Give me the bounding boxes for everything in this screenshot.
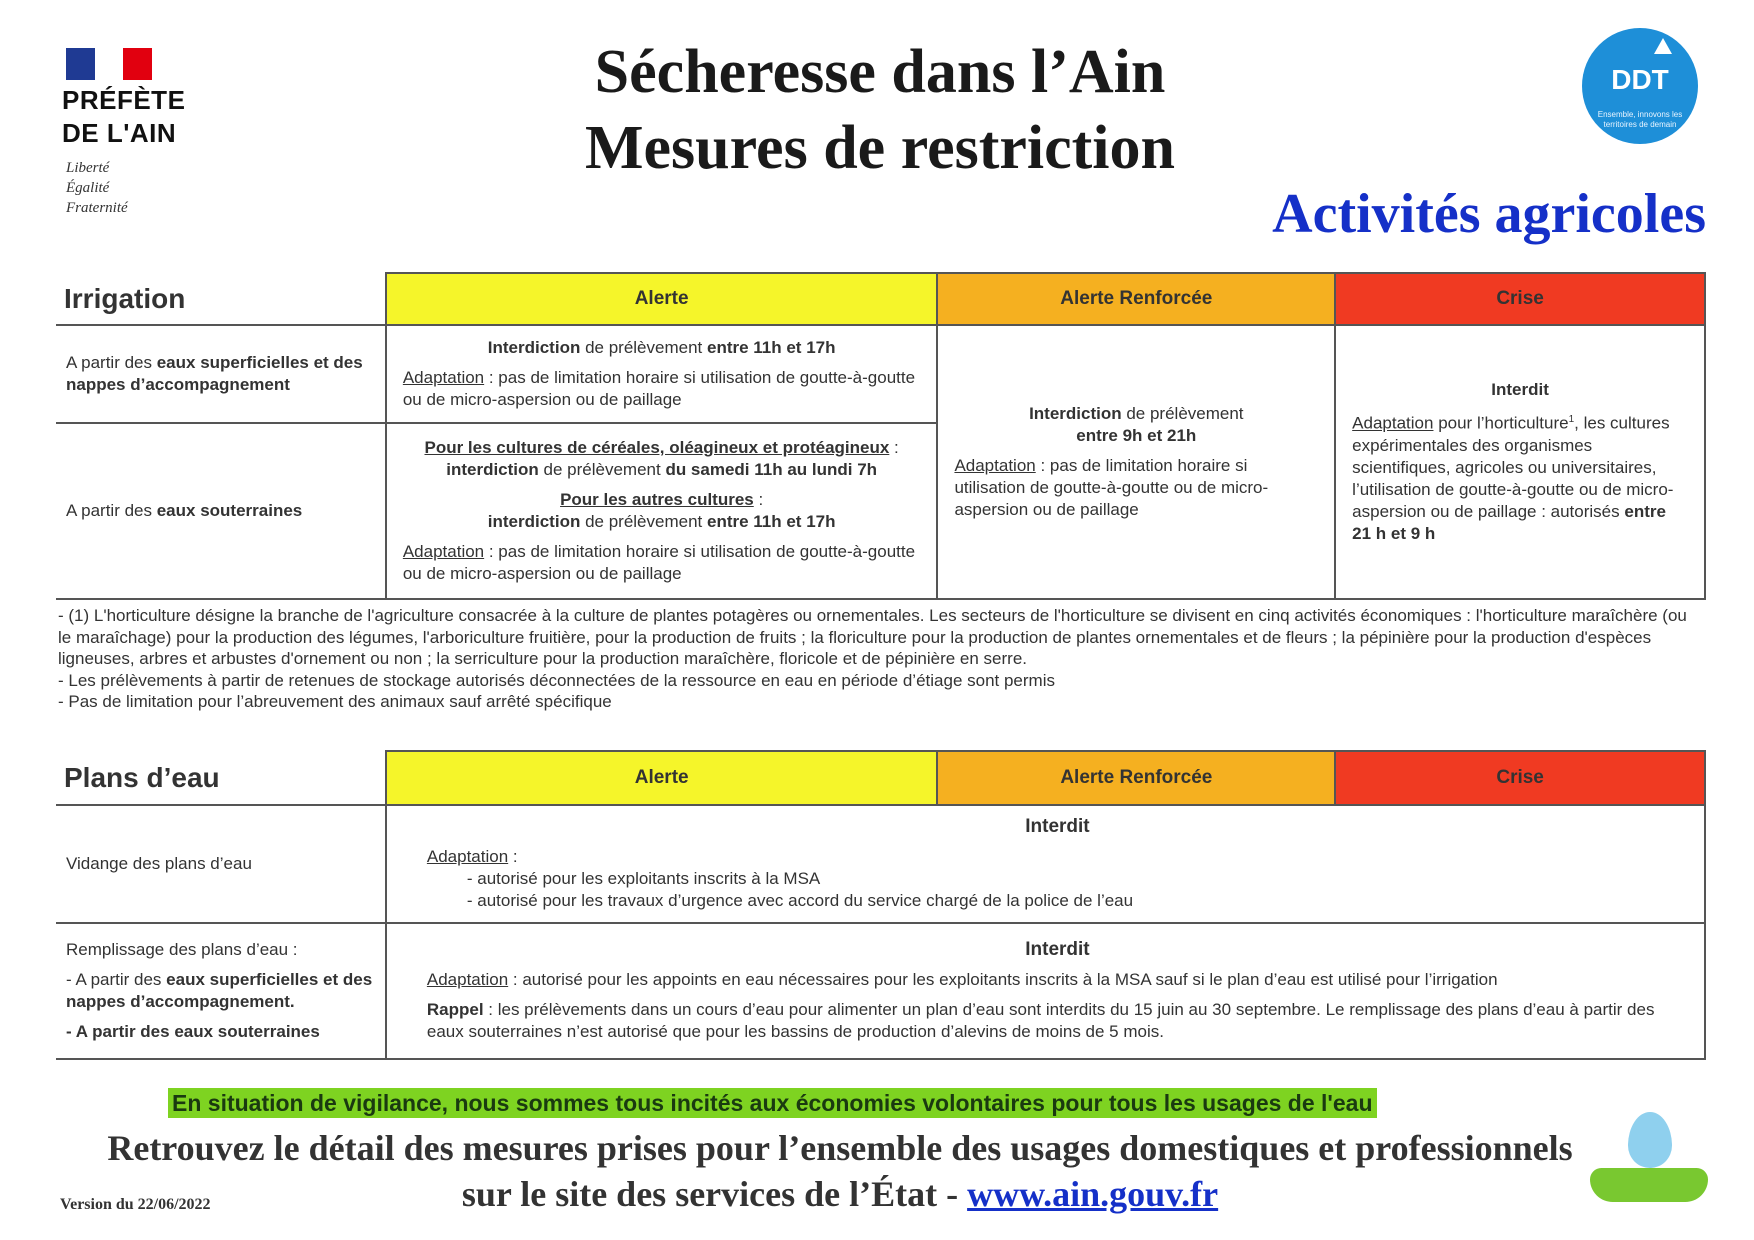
rule-bold: entre 9h et 21h [1076, 426, 1197, 445]
prefete-line1: PRÉFÈTE [62, 85, 186, 115]
adaptation-label: Adaptation [402, 542, 485, 561]
plans-eau-table [56, 750, 1706, 1060]
rule-crop-heading: Pour les autres cultures [560, 490, 754, 509]
version-date: Version du 22/06/2022 [60, 1196, 211, 1213]
marianne-flag-icon [66, 48, 152, 80]
adaptation-label: Adaptation [1352, 413, 1434, 433]
hand-icon [1590, 1168, 1708, 1202]
cell-alerte-souterraines [386, 423, 938, 599]
rule-text [403, 437, 921, 481]
rule-plain: : [889, 438, 899, 457]
level-crise: Crise [1335, 273, 1705, 325]
rule-bold: entre 11h et 17h [706, 512, 836, 531]
label-text: - A partir des [66, 970, 167, 989]
adaptation-body: : autorisé pour les appoints en eau nécessaires pour les exploitants inscrits à la MSA sauf si le plan d’eau est utilisé pour l’irrigation [508, 970, 1498, 989]
rule-bold: entre 11h et 17h [706, 338, 836, 357]
adaptation-text [427, 846, 1688, 868]
rappel-text [427, 999, 1688, 1043]
list-item: - autorisé pour les travaux d’urgence avec accord du service chargé de la police de l’eau [466, 891, 1134, 910]
row-label-remplissage [56, 923, 386, 1059]
rule-plain: de prélèvement [580, 338, 707, 357]
level-alerte-renforcee: Alerte Renforcée [937, 273, 1335, 325]
rule-bold: interdiction [487, 512, 581, 531]
label-text: A partir des [66, 501, 157, 520]
devise [66, 158, 128, 218]
rule-text [403, 337, 921, 359]
label-text: A partir des [66, 353, 157, 372]
cell-alerte-superficielles [386, 325, 938, 423]
adaptation-label: Adaptation [954, 456, 1036, 475]
adaptation-text [1352, 409, 1688, 545]
adaptation-label: Adaptation [402, 368, 485, 387]
label-bold: eaux souterraines [156, 501, 303, 520]
crise-title: Interdit [1491, 380, 1549, 400]
rule-plain: : [753, 490, 764, 509]
arrow-up-icon [1654, 38, 1672, 54]
level-alerte: Alerte [386, 751, 938, 805]
level-alerte: Alerte [386, 273, 938, 325]
rule-plain: de prélèvement [1121, 404, 1244, 423]
table-header-row [56, 751, 1705, 805]
table-header-row [56, 273, 1705, 325]
label-sub [66, 969, 375, 1013]
footnote-marker: 1 [1568, 414, 1575, 426]
water-drop-icon [1628, 1112, 1672, 1168]
rule-bold: interdiction [446, 460, 539, 479]
footnote-horticulture: - (1) L'horticulture désigne la branche de l'agriculture consacrée à la culture de plantes potagères ou ornementales. Les secteurs de l'horticulture se divisent en cinq activités économiques : l'horticulture maraîchère (ou le maraîchage) pour la production des légumes, l'arboriculture fruitière, pour la production de fruits ; la floriculture pour la production de plantes ornementales et de fleurs ; la pépinière pour la production d'espèces ligneuses, arbres et arbustes d'ornement ou non ; la serriculture pour la production maraîchère, floricole et de pépinière en serre. [58, 606, 1687, 668]
plans-eau-heading: Plans d’eau [56, 751, 386, 805]
label-text: Remplissage des plans d’eau : [66, 940, 298, 959]
rule-bold: du samedi 11h au lundi 7h [665, 460, 878, 479]
irrigation-table [56, 272, 1706, 600]
adaptation-text [403, 541, 921, 585]
label-bold: eaux superficielles et des nappes d’accompagnement. [66, 970, 373, 1011]
cell-remplissage [386, 923, 1705, 1059]
vigilance-banner: En situation de vigilance, nous sommes tous incités aux économies volontaires pour tous les usages de l'eau [168, 1088, 1377, 1118]
adaptation-body: : pas de limitation horaire si utilisation de goutte-à-goutte ou de micro-aspersion ou de paillage [954, 456, 1269, 519]
table-row [56, 923, 1705, 1059]
rule-bold: Interdiction [487, 338, 581, 357]
devise-egalite: Égalité [66, 180, 110, 196]
devise-liberte: Liberté [66, 160, 110, 176]
table-row [56, 325, 1705, 423]
footnote-retenues: - Les prélèvements à partir de retenues de stockage autorisés déconnectées de la ressource en eau en période d’étiage sont permis [58, 670, 1055, 690]
ain-gouv-link[interactable]: www.ain.gouv.fr [967, 1174, 1219, 1214]
adaptation-text [427, 969, 1688, 991]
rule-crop-heading: Pour les cultures de céréales, oléagineux et protéagineux [424, 438, 890, 457]
adaptation-body: pour l’horticulture [1433, 413, 1569, 433]
adaptation-body: : pas de limitation horaire si utilisation de goutte-à-goutte ou de micro-aspersion ou de paillage [402, 368, 916, 409]
adaptation-text [954, 455, 1318, 521]
row-label-eaux-souterraines [56, 423, 386, 599]
remplissage-title: Interdit [1025, 939, 1090, 960]
irrigation-heading: Irrigation [56, 273, 386, 325]
prefete-line2: DE L'AIN [62, 118, 177, 148]
retrouvez-text [60, 1125, 1620, 1217]
adaptation-label: Adaptation [426, 970, 509, 989]
rule-text [954, 403, 1318, 447]
adaptation-text [403, 367, 921, 411]
title-line2: Mesures de restriction [585, 114, 1175, 182]
rappel-label: Rappel [426, 1000, 484, 1019]
ddt-tagline: Ensemble, innovons les territoires de demain [1597, 110, 1683, 129]
table-row [56, 805, 1705, 923]
prefecture-name [62, 84, 185, 150]
rappel-body: : les prélèvements dans un cours d’eau pour alimenter un plan d’eau sont interdits du 15 juin au 30 septembre. Le remplissage des plans d’eau à partir des eaux souterraines n’est autorisé que pour les bassins de production d’alevins de moins de 5 mois. [426, 1000, 1655, 1041]
retrouvez-line2-text: sur le site des services de l’État - [461, 1174, 968, 1214]
rule-text [403, 489, 921, 533]
ddt-logo [1582, 28, 1698, 144]
retrouvez-line1: Retrouvez le détail des mesures prises pour l’ensemble des usages domestiques et professionnels [107, 1128, 1573, 1168]
devise-fraternite: Fraternité [66, 200, 128, 216]
footnotes [58, 605, 1698, 713]
adaptation-body: : pas de limitation horaire si utilisation de goutte-à-goutte ou de micro-aspersion ou de paillage [402, 542, 916, 583]
rule-plain: de prélèvement [580, 512, 707, 531]
cell-vidange [386, 805, 1705, 923]
level-crise: Crise [1335, 751, 1705, 805]
label-bold: eaux superficielles et des nappes d’accompagnement [66, 353, 363, 394]
page-subtitle: Activités agricoles [1272, 183, 1706, 245]
row-label-eaux-superficielles [56, 325, 386, 423]
rule-plain: de prélèvement [538, 460, 666, 479]
retrouvez-line2 [60, 1171, 1620, 1217]
cell-crise [1335, 325, 1705, 599]
level-alerte-renforcee: Alerte Renforcée [937, 751, 1335, 805]
adaptation-label: Adaptation [426, 847, 509, 866]
label-sub: - A partir des eaux souterraines [66, 1022, 320, 1041]
page-title [480, 34, 1280, 186]
adaptation-body: : [508, 847, 518, 866]
cell-alerte-renforcee [937, 325, 1335, 599]
adaptation-body: , les cultures expérimentales des organismes scientifiques, agricoles ou universitaires, l’utilisation de goutte-à-goutte ou de micro-aspersion ou de paillage : autorisés [1352, 413, 1674, 521]
row-label-vidange: Vidange des plans d’eau [56, 805, 386, 923]
footnote-abreuvement: - Pas de limitation pour l’abreuvement des animaux sauf arrêté spécifique [58, 692, 612, 711]
rule-bold: Interdiction [1029, 404, 1122, 423]
vidange-title: Interdit [1025, 816, 1090, 837]
ddt-logo-text: DDT [1611, 64, 1669, 95]
title-line1: Sécheresse dans l’Ain [594, 38, 1166, 106]
list-item: - autorisé pour les exploitants inscrits à la MSA [466, 869, 821, 888]
adaptation-bold: entre 21 h et 9 h [1352, 501, 1666, 543]
